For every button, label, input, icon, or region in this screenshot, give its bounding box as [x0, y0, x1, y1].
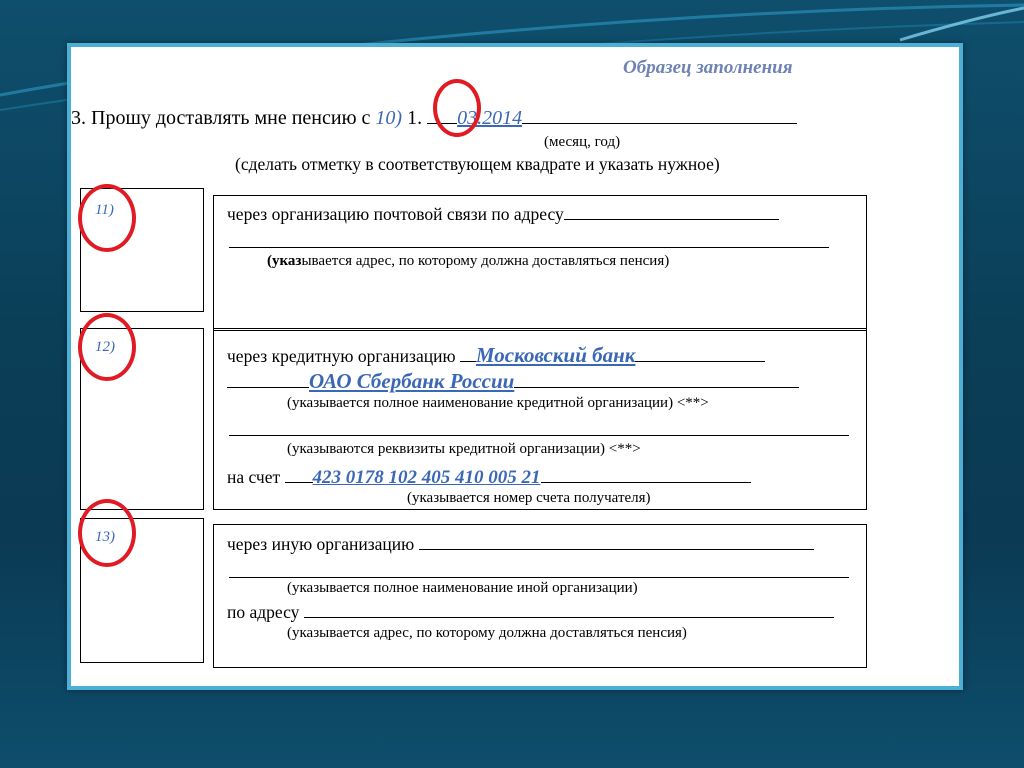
- marker-10: 10): [375, 107, 403, 129]
- date-hint: (месяц, год): [544, 134, 621, 150]
- option-13-address: по адресу: [227, 602, 834, 623]
- red-circle-13: [78, 499, 136, 567]
- option-12-bank-line2: [227, 369, 799, 394]
- red-circle-11: [78, 184, 136, 252]
- sample-title: Образец заполнения: [623, 57, 793, 78]
- option-13-hint1: (указывается полное наименование иной организации): [287, 580, 638, 596]
- option-13-hint2: (указывается адрес, по которому должна доставляться пенсия): [287, 625, 687, 641]
- line3-prefix: 3. Прошу доставлять мне пенсию с: [71, 107, 371, 129]
- option-12-hint2: (указываются реквизиты кредитной организации) <**>: [287, 441, 641, 457]
- option-11-address-line[interactable]: [229, 247, 829, 248]
- option-12-text: через кредитную организацию Московский банк: [227, 343, 765, 368]
- instruction-text: (сделать отметку в соответствующем квадрате и указать нужное): [235, 154, 720, 174]
- option-12-requisites-line[interactable]: [229, 435, 849, 436]
- option-12-hint1: (указывается полное наименование кредитной организации) <**>: [287, 395, 709, 411]
- red-circle-12: [78, 313, 136, 381]
- option-13-org-line[interactable]: [229, 577, 849, 578]
- bank-name-line1: Московский банк: [475, 343, 636, 367]
- option-12-account: на счет 423 0178 102 405 410 005 21: [227, 467, 751, 489]
- bank-name-line2: ОАО Сбербанк России: [309, 369, 515, 393]
- account-number: 423 0178 102 405 410 005 21: [312, 467, 541, 488]
- option-11-hint: (указывается адрес, по которому должна доставляться пенсия): [267, 253, 670, 269]
- form-sample-slide: [67, 43, 963, 690]
- date-value: 03.2014: [457, 107, 523, 129]
- option-13-text: через иную организацию: [227, 534, 814, 555]
- option-12-hint3: (указывается номер счета получателя): [407, 490, 651, 506]
- option-11-number: 11): [95, 202, 114, 218]
- red-circle-10: [433, 79, 481, 137]
- option-12-number: 12): [95, 339, 115, 355]
- option-11-text: через организацию почтовой связи по адресу: [227, 204, 779, 225]
- option-13-number: 13): [95, 529, 115, 545]
- day-value: 1.: [407, 107, 423, 129]
